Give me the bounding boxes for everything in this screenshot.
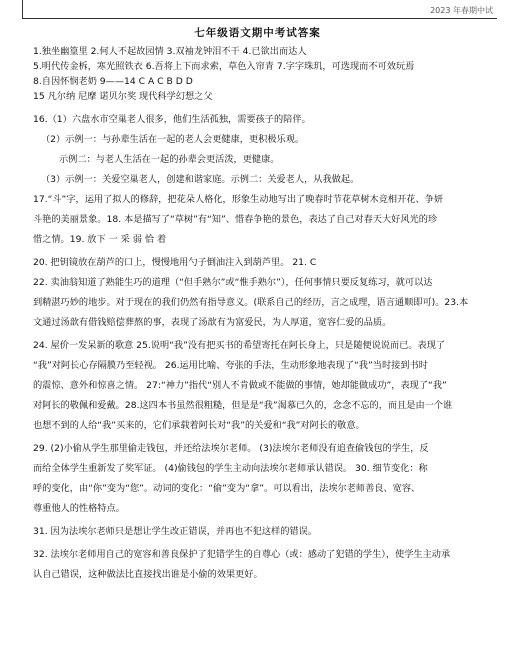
answer-line: 示例二：与老人生活在一起的孙辈会更活泼，更健康。 — [59, 154, 280, 165]
answer-line: 8.自因怀悯老奶 9——14 C A C B D D — [33, 76, 193, 87]
answer-line: 惜之情。19. 放下 一 采 弱 恰 着 — [33, 234, 167, 245]
page-title: 七年级语文期中考试答案 — [194, 27, 321, 39]
answer-line: （3）示例一：关爱空巢老人，创建和谐家庭。示例二：关爱老人，从我做起。 — [41, 174, 360, 185]
answer-line: 斗艳的美丽景象。18. 本是描写了“草树”有“知”、惜春争艳的景色，表达了自己对春天大好风光的珍 — [33, 214, 438, 225]
answer-line: 而给全体学生重新发了奖军证。 (4)偷钱包的学生主动向法埃尔老师承认错误。 30. 细节变化：称 — [33, 463, 428, 474]
answer-line: 24. 屋价一发呆新的歌意 25.说明“我”没有把买书的希望寄托在阿长身上，只是随便说说而已。表现了 — [33, 340, 446, 351]
answer-line: 文通过汤歆有借钱赔偿葬熬的事，表现了汤歆有为富爱民，为人厚道，宽容仁爱的品质。 — [33, 317, 392, 328]
answer-line: 呼的变化，由“你”变为“您”。动词的变化：“偷”变为“拿”。可以看出，法埃尔老师善良、宽容、 — [33, 483, 421, 494]
answer-line: 22. 卖油翁知道了熟能生巧的道理（“但手熟尔”或“惟手熟尔”），任何事情只要反复练习，就可以达 — [33, 277, 433, 288]
page-header-rule — [22, 0, 497, 19]
answer-line: 15 凡尔纳 尼摩 诺贝尔奖 现代科学幻想之父 — [33, 91, 213, 102]
answer-line: 31. 因为法埃尔老师只是想让学生改正错误，并再也不犯这样的错误。 — [33, 526, 317, 537]
answer-line: 到精湛巧妙的地步。对于现在的我们仍然有指导意义。(联系自己的经历，言之成理，语言通顺即可)。23.本 — [33, 297, 469, 308]
answer-line: 1.独坐幽篁里 2.何人不起故园情 3.双袖龙钟泪不干 4.已欲出而达人 — [33, 46, 307, 57]
answer-line: 17.“斗”字，运用了拟人的修辞，把花朵人格化，形象生动地写出了晚春时节花草树木竞相开花、争妍 — [33, 194, 444, 205]
answer-line: （2）示例一：与孙辈生活在一起的老人会更健康，更积极乐观。 — [41, 134, 305, 145]
answer-line: 32. 法埃尔老师用自己的宽容和善良保护了犯错学生的自尊心（或：感动了犯错的学生），使学生主动承 — [33, 549, 451, 560]
answer-line: 5.明代传金柝，寒光照铁衣 6.吾将上下而求索，草色入帘青 7.字字珠玑，可选现而不可效玩焉 — [33, 61, 415, 72]
answer-line: 也想不到的人给“我”买来的，它们承载着阿长对“我”的关爱和“我”对阿长的敬意。 — [33, 420, 365, 431]
answer-line: 20. 把钥镜放在葫芦的口上，慢慢地用勺子倒油注入到葫芦里。 21. C — [33, 257, 317, 268]
answer-line: 16.（1）六盘水市空巢老人很多，他们生活孤独，需要孩子的陪伴。 — [33, 114, 311, 125]
answer-line: 认自己错误，这种做法比直接找出谁是小偷的效果更好。 — [33, 569, 263, 580]
answer-line: 29. (2)小偷从学生那里偷走钱包，并还给法埃尔老师。 (3)法埃尔老师没有追查偷钱包的学生，反 — [33, 443, 429, 454]
answer-line: 的震惊、意外和惊喜之情。 27:“神力”指代“别人不肯做或不能做的事情，她却能做成功”，表现了“我” — [33, 380, 447, 391]
answer-line: 对阿长的敬佩和爱戴。28.这四本书虽然很粗糙，但是是“我”渴慕已久的，念念不忘的，而且是由一个谁 — [33, 400, 453, 411]
answer-body — [33, 44, 501, 582]
answer-line: “我”对阿长心存隔膜乃至轻视。 26.运用比喻、夸张的手法，生动形象地表现了“我”当时接到书时 — [33, 360, 428, 371]
header-text: 2023 年春期中试 — [430, 6, 493, 15]
answer-line: 尊重他人的性格特点。 — [33, 503, 125, 514]
